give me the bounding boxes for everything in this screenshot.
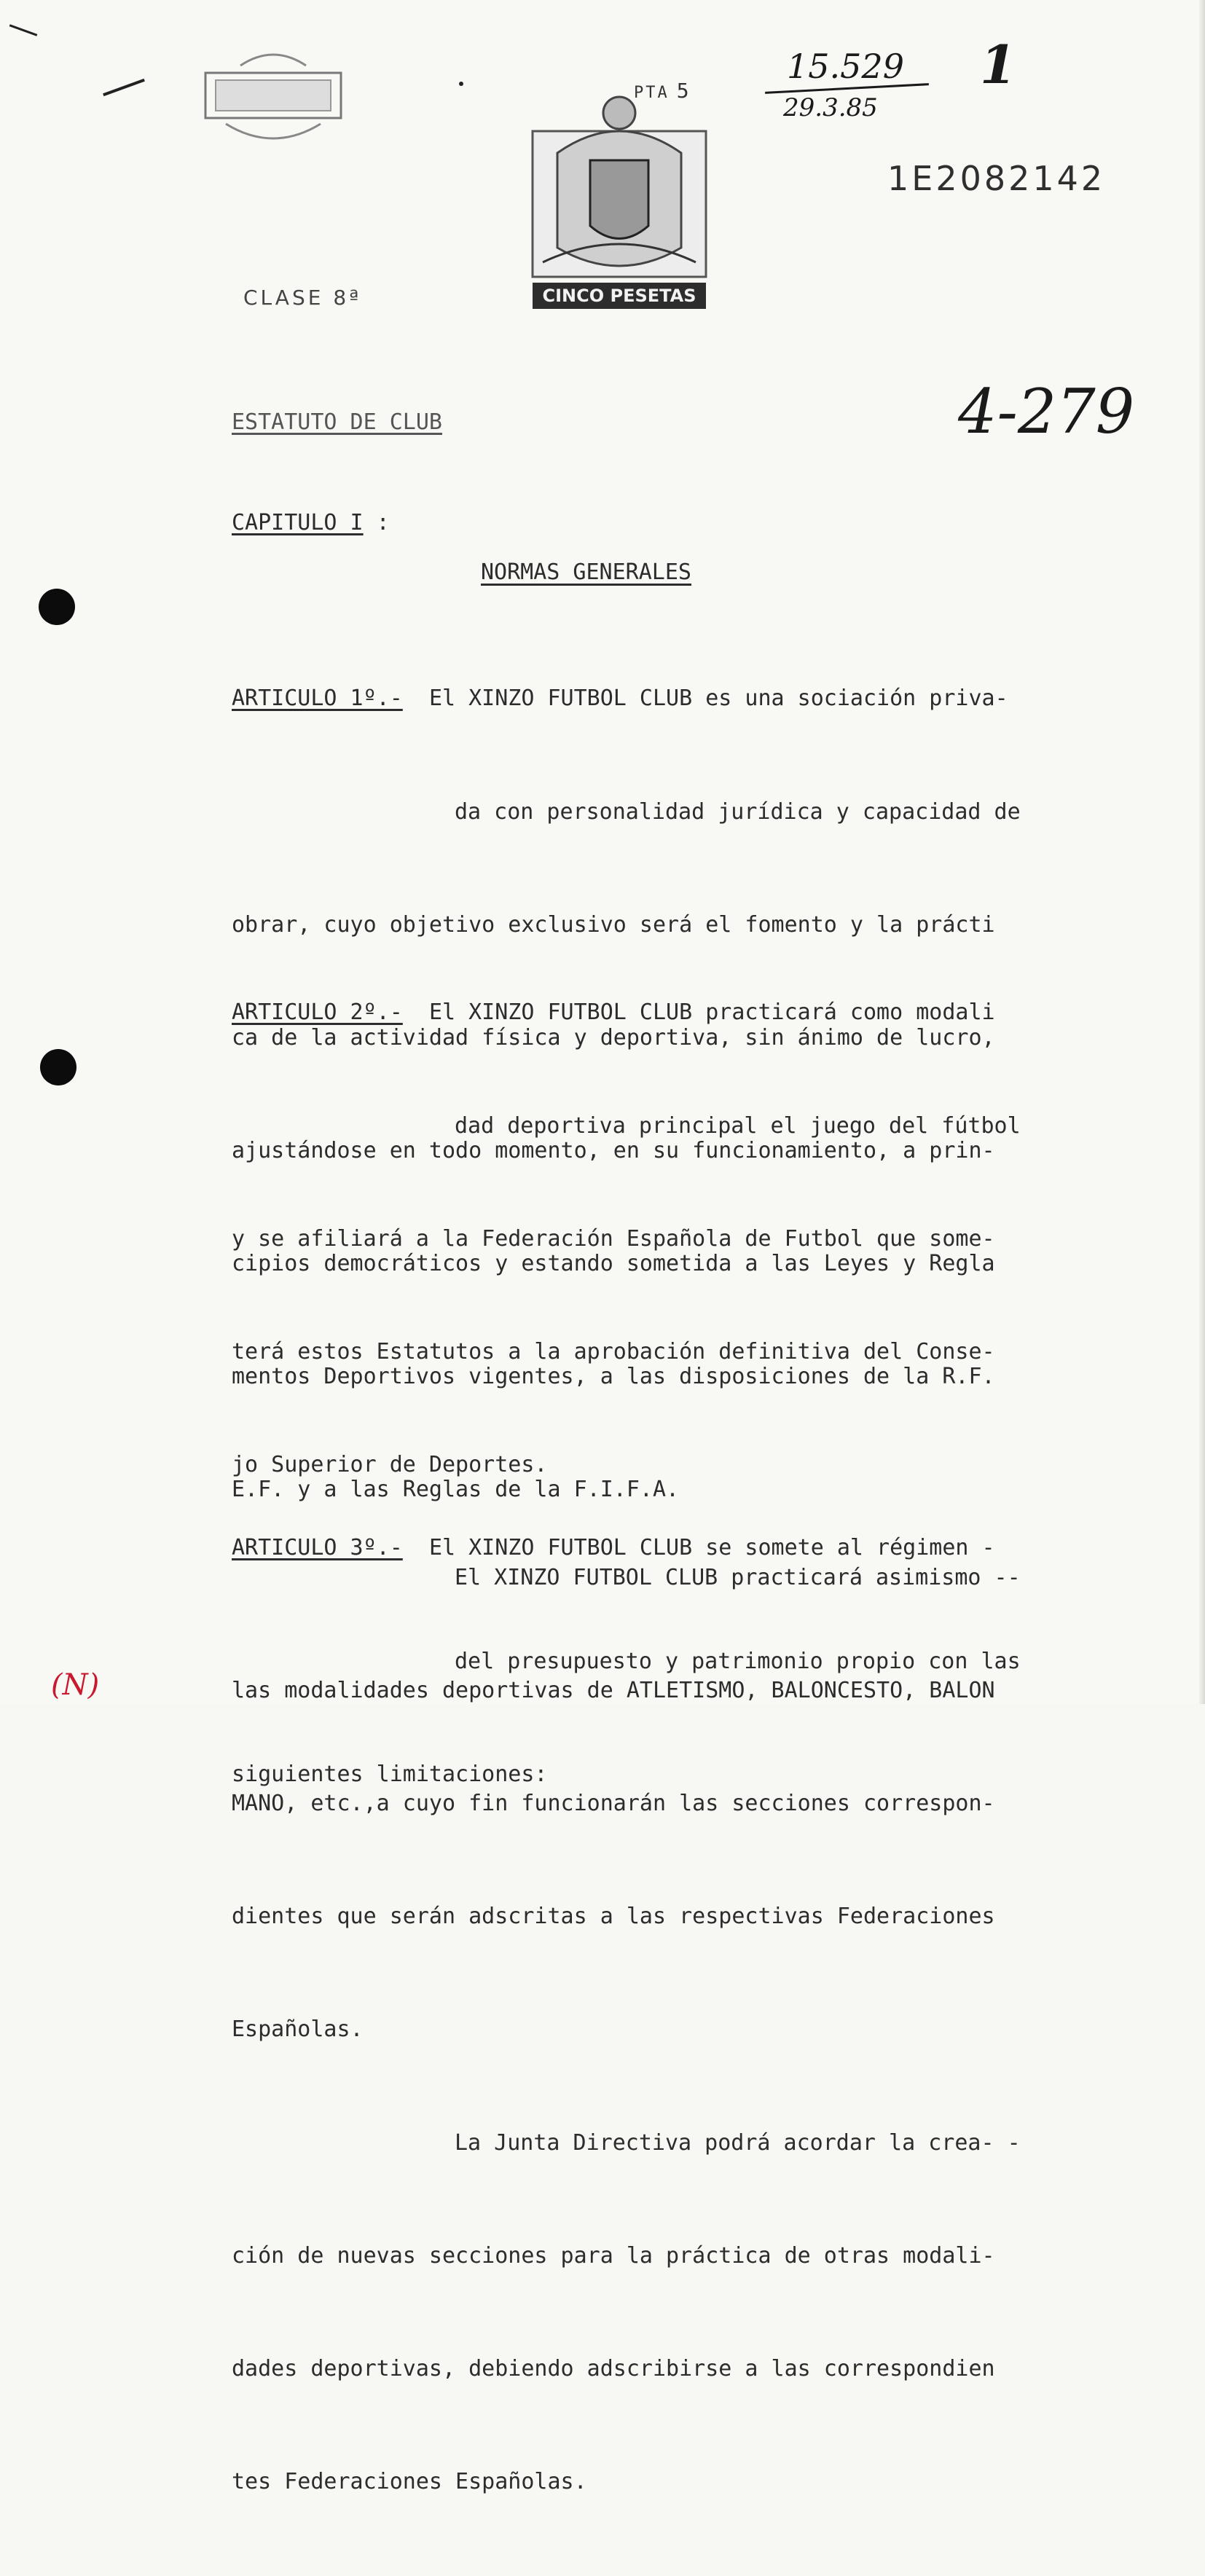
article-3	[232, 1454, 1091, 1869]
article-line: da con personalidad jurídica y capacidad de	[455, 798, 1021, 825]
stray-mark	[459, 82, 463, 86]
chapter-heading	[232, 510, 390, 535]
article-first-line	[232, 1529, 1091, 1567]
article-line: El XINZO FUTBOL CLUB practicará como modali	[428, 1000, 995, 1026]
article-line: mentos Deportivos vigentes, a las disposiciones de la R.F.	[232, 1364, 995, 1390]
article-line: E.F. y a las Reglas de la F.I.F.A.	[232, 1477, 680, 1503]
handwritten-bottom-mark: (N)	[51, 1668, 100, 1702]
article-line: y se afiliará a la Federación Española de Futbol que some-	[232, 1225, 995, 1252]
article-line: El XINZO FUTBOL CLUB practicará asimismo --	[455, 1564, 1021, 1590]
stamp-value: PTA 5	[634, 79, 691, 103]
article-line: dad deportiva principal el juego del fútbol	[455, 1112, 1021, 1139]
article-line: tes Federaciones Españolas.	[232, 2468, 587, 2494]
article-first-line	[232, 994, 1091, 1032]
article-line: cipios democráticos y estando sometida a las Leyes y Regla	[232, 1250, 995, 1276]
article-first-line	[232, 680, 1091, 718]
handwritten-date: 29.3.85	[783, 93, 878, 122]
stamp-class: CLASE 8ª	[243, 286, 362, 310]
article-line: La Junta Directiva podrá acordar la crea- -	[455, 2129, 1021, 2156]
article-line: del presupuesto y patrimonio propio con las	[455, 1648, 1021, 1674]
article-line: MANO, etc.,a cuyo fin funcionarán las secciones correspon-	[232, 1791, 995, 1817]
embossed-seal-icon	[197, 44, 350, 153]
chapter-separator: :	[363, 510, 390, 535]
page-edge	[1199, 0, 1205, 1704]
stray-mark	[9, 24, 38, 36]
article-line: siguientes limitaciones:	[232, 1761, 548, 1787]
stamp-serial-number: 1E2082142	[887, 159, 1106, 198]
handwritten-registry-number: 15.529	[787, 47, 904, 86]
article-heading: ARTICULO 2º.-	[232, 1000, 403, 1026]
chapter-label: CAPITULO I	[232, 510, 364, 535]
handwritten-page-mark: 1	[980, 34, 1017, 95]
article-line: dientes que serán adscritas a las respectivas Federaciones	[232, 1904, 995, 1930]
article-heading: ARTICULO 1º.-	[232, 686, 403, 712]
punch-hole-top	[39, 589, 75, 625]
handwritten-file-code: 4-279	[958, 376, 1135, 447]
article-line: ajustándose en todo momento, en su funcionamiento, a prin-	[232, 1137, 995, 1163]
article-line: ca de la actividad física y deportiva, sin ánimo de lucro,	[232, 1024, 995, 1051]
document-title: ESTATUTO DE CLUB	[232, 409, 442, 435]
article-line: obrar, cuyo objetivo exclusivo será el fomento y la prácti	[232, 911, 995, 938]
article-line: las modalidades deportivas de ATLETISMO, BALONCESTO, BALON	[232, 1678, 995, 1704]
stamp-denomination: CINCO PESETAS	[542, 286, 696, 306]
article-line: terá estos Estatutos a la aprobación definitiva del Conse-	[232, 1338, 995, 1364]
coat-of-arms-stamp-icon	[528, 80, 710, 313]
article-line: ción de nuevas secciones para la práctica de otras modali-	[232, 2242, 995, 2269]
punch-hole-bottom	[40, 1049, 76, 1085]
section-title: NORMAS GENERALES	[481, 559, 691, 585]
article-line: jo Superior de Deportes.	[232, 1451, 548, 1477]
stray-mark	[103, 79, 145, 96]
article-line: Españolas.	[232, 2017, 364, 2043]
article-line: El XINZO FUTBOL CLUB es una sociación priva-	[428, 686, 1008, 712]
article-line: dades deportivas, debiendo adscribirse a las correspondien	[232, 2355, 995, 2381]
article-line: El XINZO FUTBOL CLUB se somete al régimen -	[428, 1535, 995, 1561]
article-heading: ARTICULO 3º.-	[232, 1535, 403, 1561]
